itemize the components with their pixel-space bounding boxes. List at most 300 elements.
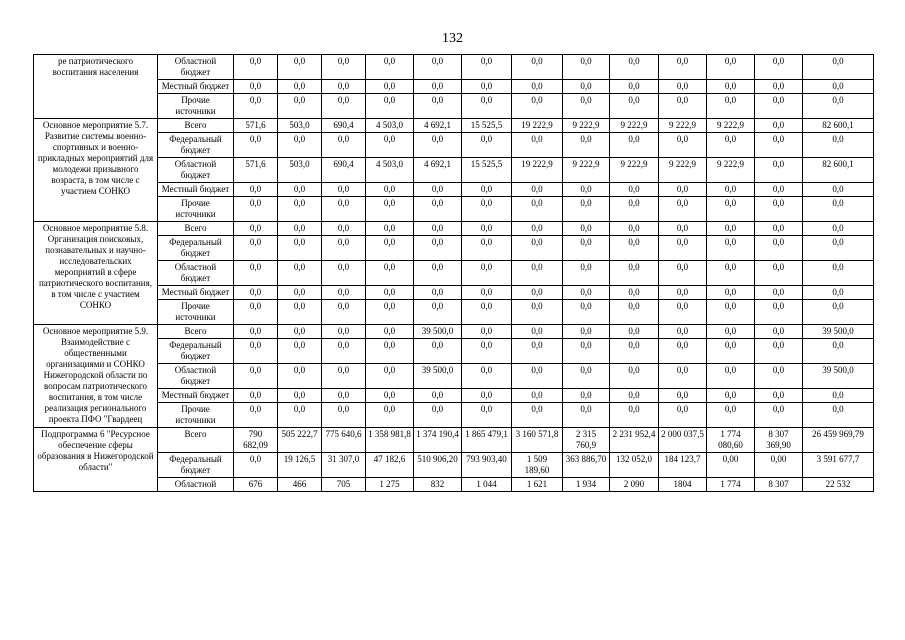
- funding-source: Федеральный бюджет: [158, 339, 234, 364]
- year-value: 0,0: [512, 389, 563, 403]
- year-value: 0,0: [234, 55, 278, 80]
- year-value: 0,0: [755, 286, 803, 300]
- total-value: 0,0: [803, 80, 874, 94]
- year-value: 510 906,20: [414, 453, 462, 478]
- year-value: 0,0: [462, 300, 512, 325]
- total-value: 3 591 677,7: [803, 453, 874, 478]
- year-value: 0,0: [278, 183, 322, 197]
- year-value: 0,0: [563, 80, 610, 94]
- year-value: 0,0: [462, 403, 512, 428]
- year-value: 0,0: [512, 261, 563, 286]
- year-value: 0,0: [610, 55, 659, 80]
- year-value: 0,0: [366, 364, 414, 389]
- year-value: 0,0: [512, 300, 563, 325]
- year-value: 0,0: [707, 222, 755, 236]
- year-value: 0,0: [278, 80, 322, 94]
- year-value: 0,0: [563, 55, 610, 80]
- year-value: 0,0: [278, 222, 322, 236]
- total-value: 0,0: [803, 236, 874, 261]
- year-value: 0,0: [659, 339, 707, 364]
- year-value: 47 182,6: [366, 453, 414, 478]
- table-row: [34, 236, 874, 261]
- year-value: 0,0: [707, 80, 755, 94]
- year-value: 0,0: [512, 55, 563, 80]
- year-value: 0,0: [462, 197, 512, 222]
- year-value: 0,0: [278, 364, 322, 389]
- year-value: 0,0: [563, 236, 610, 261]
- table-row: [34, 222, 874, 236]
- year-value: 0,0: [322, 389, 366, 403]
- table-row: [34, 158, 874, 183]
- year-value: 690,4: [322, 119, 366, 133]
- year-value: 0,0: [659, 325, 707, 339]
- year-value: 0,0: [278, 261, 322, 286]
- funding-source: Областной бюджет: [158, 261, 234, 286]
- year-value: 9 222,9: [610, 158, 659, 183]
- total-value: 0,0: [803, 222, 874, 236]
- year-value: 0,0: [659, 133, 707, 158]
- year-value: 0,0: [462, 55, 512, 80]
- year-value: 0,0: [234, 286, 278, 300]
- year-value: 0,0: [512, 133, 563, 158]
- year-value: 0,0: [322, 222, 366, 236]
- year-value: 0,0: [462, 133, 512, 158]
- year-value: 0,0: [322, 197, 366, 222]
- year-value: 1 374 190,4: [414, 428, 462, 453]
- table-row: [34, 403, 874, 428]
- year-value: 1 774 080,60: [707, 428, 755, 453]
- year-value: 0,0: [755, 94, 803, 119]
- year-value: 790 682,09: [234, 428, 278, 453]
- year-value: 0,0: [659, 300, 707, 325]
- year-value: 775 640,6: [322, 428, 366, 453]
- year-value: 0,0: [610, 183, 659, 197]
- year-value: 8 307: [755, 478, 803, 492]
- year-value: 0,0: [366, 339, 414, 364]
- year-value: 0,0: [366, 197, 414, 222]
- year-value: 793 903,40: [462, 453, 512, 478]
- year-value: 0,0: [234, 325, 278, 339]
- program-description: Основное мероприятие 5.9. Взаимодействие с общественными организациями и СОНКО Нижегородской области по вопросам патриотического воспитания, в том числе реализация регионального проекта ПФО "Гвардеец: [34, 325, 158, 428]
- year-value: 0,0: [707, 183, 755, 197]
- year-value: 1 934: [563, 478, 610, 492]
- year-value: 571,6: [234, 158, 278, 183]
- year-value: 0,0: [366, 133, 414, 158]
- year-value: 8 307 369,90: [755, 428, 803, 453]
- year-value: 0,0: [414, 261, 462, 286]
- year-value: 0,0: [366, 183, 414, 197]
- year-value: 0,0: [659, 261, 707, 286]
- year-value: 0,0: [707, 261, 755, 286]
- year-value: 0,0: [322, 339, 366, 364]
- year-value: 0,0: [707, 403, 755, 428]
- year-value: 0,0: [322, 325, 366, 339]
- year-value: 0,0: [366, 222, 414, 236]
- year-value: 0,0: [659, 183, 707, 197]
- year-value: 19 126,5: [278, 453, 322, 478]
- funding-source: Федеральный бюджет: [158, 453, 234, 478]
- year-value: 2 090: [610, 478, 659, 492]
- program-description: ре патриотического воспитания населения: [34, 55, 158, 119]
- funding-source: Местный бюджет: [158, 389, 234, 403]
- year-value: 0,0: [366, 300, 414, 325]
- total-value: 0,0: [803, 286, 874, 300]
- year-value: 0,0: [234, 133, 278, 158]
- year-value: 0,0: [366, 389, 414, 403]
- year-value: 0,0: [755, 133, 803, 158]
- total-value: 0,0: [803, 389, 874, 403]
- year-value: 0,0: [707, 236, 755, 261]
- year-value: 15 525,5: [462, 158, 512, 183]
- year-value: 4 692,1: [414, 119, 462, 133]
- table-row: [34, 300, 874, 325]
- year-value: 0,0: [366, 236, 414, 261]
- year-value: 0,0: [414, 183, 462, 197]
- table-row: [34, 428, 874, 453]
- year-value: 0,0: [755, 183, 803, 197]
- year-value: 0,0: [278, 236, 322, 261]
- year-value: 0,0: [278, 403, 322, 428]
- funding-source: Прочие источники: [158, 403, 234, 428]
- year-value: 0,0: [563, 261, 610, 286]
- funding-source: Местный бюджет: [158, 183, 234, 197]
- year-value: 0,0: [563, 286, 610, 300]
- year-value: 0,0: [234, 403, 278, 428]
- year-value: 0,0: [610, 80, 659, 94]
- year-value: 0,0: [462, 80, 512, 94]
- year-value: 0,0: [659, 364, 707, 389]
- total-value: 22 532: [803, 478, 874, 492]
- funding-source: Всего: [158, 325, 234, 339]
- year-value: 1804: [659, 478, 707, 492]
- funding-source: Местный бюджет: [158, 80, 234, 94]
- year-value: 0,0: [610, 133, 659, 158]
- year-value: 0,0: [755, 55, 803, 80]
- year-value: 0,0: [610, 197, 659, 222]
- year-value: 0,0: [278, 389, 322, 403]
- year-value: 0,0: [563, 300, 610, 325]
- year-value: 0,0: [512, 403, 563, 428]
- table-row: [34, 55, 874, 80]
- year-value: 0,0: [659, 94, 707, 119]
- year-value: 690,4: [322, 158, 366, 183]
- year-value: 0,0: [462, 389, 512, 403]
- year-value: 0,0: [610, 389, 659, 403]
- year-value: 9 222,9: [707, 119, 755, 133]
- year-value: 0,0: [366, 55, 414, 80]
- year-value: 0,0: [707, 364, 755, 389]
- year-value: 0,0: [366, 261, 414, 286]
- funding-source: Прочие источники: [158, 94, 234, 119]
- table-row: [34, 183, 874, 197]
- year-value: 0,0: [234, 197, 278, 222]
- table-row: [34, 286, 874, 300]
- year-value: 0,0: [610, 286, 659, 300]
- year-value: 0,0: [610, 300, 659, 325]
- total-value: 0,0: [803, 133, 874, 158]
- year-value: 0,0: [563, 364, 610, 389]
- total-value: 0,0: [803, 403, 874, 428]
- year-value: 0,0: [366, 80, 414, 94]
- table-row: [34, 325, 874, 339]
- year-value: 0,0: [278, 339, 322, 364]
- funding-source: Областной: [158, 478, 234, 492]
- year-value: 0,0: [659, 389, 707, 403]
- table-row: [34, 197, 874, 222]
- year-value: 0,0: [707, 325, 755, 339]
- year-value: 0,0: [322, 300, 366, 325]
- table-row: [34, 80, 874, 94]
- funding-source: Областной бюджет: [158, 55, 234, 80]
- year-value: 0,0: [322, 364, 366, 389]
- year-value: 1 774: [707, 478, 755, 492]
- year-value: 0,0: [659, 222, 707, 236]
- year-value: 0,0: [707, 339, 755, 364]
- year-value: 0,0: [414, 389, 462, 403]
- year-value: 39 500,0: [414, 364, 462, 389]
- year-value: 9 222,9: [563, 158, 610, 183]
- year-value: 0,0: [322, 236, 366, 261]
- year-value: 19 222,9: [512, 119, 563, 133]
- year-value: 0,0: [278, 197, 322, 222]
- year-value: 0,0: [755, 261, 803, 286]
- year-value: 132 052,0: [610, 453, 659, 478]
- funding-source: Всего: [158, 222, 234, 236]
- year-value: 0,0: [512, 364, 563, 389]
- year-value: 0,0: [707, 55, 755, 80]
- year-value: 0,0: [462, 325, 512, 339]
- year-value: 505 222,7: [278, 428, 322, 453]
- year-value: 0,0: [414, 403, 462, 428]
- total-value: 39 500,0: [803, 325, 874, 339]
- year-value: 0,0: [512, 183, 563, 197]
- year-value: 0,0: [659, 286, 707, 300]
- year-value: 0,0: [414, 222, 462, 236]
- program-description: Подпрограмма 6 "Ресурсное обеспечение сферы образования в Нижегородской области": [34, 428, 158, 492]
- table-row: [34, 453, 874, 478]
- year-value: 0,0: [610, 94, 659, 119]
- funding-source: Прочие источники: [158, 300, 234, 325]
- total-value: 0,0: [803, 94, 874, 119]
- year-value: 0,0: [512, 286, 563, 300]
- year-value: 0,0: [366, 286, 414, 300]
- year-value: 0,0: [610, 364, 659, 389]
- year-value: 0,0: [278, 286, 322, 300]
- year-value: 0,0: [234, 183, 278, 197]
- year-value: 1 865 479,1: [462, 428, 512, 453]
- year-value: 0,0: [610, 403, 659, 428]
- year-value: 0,0: [610, 339, 659, 364]
- year-value: 0,00: [755, 453, 803, 478]
- year-value: 4 692,1: [414, 158, 462, 183]
- program-description: Основное мероприятие 5.8. Организация поисковых, познавательных и научно-исследовательских мероприятий в сфере патриотического воспитания, в том числе с участием СОНКО: [34, 222, 158, 325]
- year-value: 0,0: [414, 55, 462, 80]
- year-value: 0,0: [563, 339, 610, 364]
- year-value: 0,0: [512, 94, 563, 119]
- year-value: 0,0: [755, 325, 803, 339]
- year-value: 0,0: [563, 325, 610, 339]
- year-value: 0,0: [234, 261, 278, 286]
- year-value: 0,0: [755, 364, 803, 389]
- year-value: 0,0: [563, 403, 610, 428]
- year-value: 9 222,9: [563, 119, 610, 133]
- year-value: 39 500,0: [414, 325, 462, 339]
- table-row: [34, 364, 874, 389]
- year-value: 0,0: [610, 261, 659, 286]
- year-value: 0,0: [707, 94, 755, 119]
- year-value: 4 503,0: [366, 158, 414, 183]
- year-value: 0,0: [610, 325, 659, 339]
- total-value: 0,0: [803, 183, 874, 197]
- year-value: 0,0: [414, 236, 462, 261]
- year-value: 0,0: [234, 453, 278, 478]
- year-value: 0,0: [755, 403, 803, 428]
- year-value: 0,0: [366, 94, 414, 119]
- year-value: 0,0: [563, 94, 610, 119]
- table-row: [34, 389, 874, 403]
- year-value: 0,0: [755, 389, 803, 403]
- year-value: 705: [322, 478, 366, 492]
- total-value: 82 600,1: [803, 158, 874, 183]
- year-value: 0,0: [707, 197, 755, 222]
- total-value: 0,0: [803, 339, 874, 364]
- table-row: [34, 119, 874, 133]
- year-value: 0,0: [234, 300, 278, 325]
- year-value: 0,0: [234, 222, 278, 236]
- year-value: 0,0: [414, 339, 462, 364]
- year-value: 2 315 760,9: [563, 428, 610, 453]
- year-value: 0,0: [659, 80, 707, 94]
- year-value: 0,0: [755, 300, 803, 325]
- year-value: 0,0: [278, 325, 322, 339]
- year-value: 0,0: [366, 403, 414, 428]
- year-value: 0,0: [234, 389, 278, 403]
- year-value: 0,0: [563, 183, 610, 197]
- funding-source: Областной бюджет: [158, 364, 234, 389]
- total-value: 0,0: [803, 300, 874, 325]
- year-value: 0,0: [462, 261, 512, 286]
- table-row: [34, 261, 874, 286]
- year-value: 3 160 571,8: [512, 428, 563, 453]
- table-row: [34, 94, 874, 119]
- program-description: Основное мероприятие 5.7. Развитие системы военно-спортивных и военно-прикладных мероприятий для молодежи призывного возраста, в том числе с участием СОНКО: [34, 119, 158, 222]
- year-value: 0,0: [234, 339, 278, 364]
- year-value: 0,0: [755, 222, 803, 236]
- year-value: 0,0: [234, 94, 278, 119]
- year-value: 0,0: [322, 261, 366, 286]
- funding-source: Федеральный бюджет: [158, 133, 234, 158]
- year-value: 0,0: [414, 197, 462, 222]
- year-value: 0,0: [755, 236, 803, 261]
- year-value: 0,0: [278, 55, 322, 80]
- table-row: [34, 478, 874, 492]
- year-value: 0,0: [659, 236, 707, 261]
- year-value: 0,0: [234, 236, 278, 261]
- year-value: 0,0: [414, 300, 462, 325]
- year-value: 0,0: [707, 389, 755, 403]
- year-value: 676: [234, 478, 278, 492]
- year-value: 571,6: [234, 119, 278, 133]
- year-value: 0,0: [462, 222, 512, 236]
- year-value: 0,0: [414, 133, 462, 158]
- year-value: 503,0: [278, 158, 322, 183]
- year-value: 1 275: [366, 478, 414, 492]
- year-value: 0,0: [707, 133, 755, 158]
- funding-source: Прочие источники: [158, 197, 234, 222]
- year-value: 0,0: [512, 197, 563, 222]
- total-value: 39 500,0: [803, 364, 874, 389]
- year-value: 0,0: [462, 94, 512, 119]
- year-value: 2 231 952,4: [610, 428, 659, 453]
- year-value: 0,0: [462, 236, 512, 261]
- year-value: 0,0: [755, 339, 803, 364]
- year-value: 0,0: [462, 339, 512, 364]
- year-value: 0,0: [512, 80, 563, 94]
- year-value: 184 123,7: [659, 453, 707, 478]
- year-value: 503,0: [278, 119, 322, 133]
- year-value: 0,0: [322, 80, 366, 94]
- table-row: [34, 339, 874, 364]
- year-value: 0,0: [563, 197, 610, 222]
- year-value: 466: [278, 478, 322, 492]
- year-value: 9 222,9: [659, 119, 707, 133]
- funding-source: Местный бюджет: [158, 286, 234, 300]
- year-value: 9 222,9: [707, 158, 755, 183]
- year-value: 0,0: [322, 55, 366, 80]
- year-value: 0,0: [234, 80, 278, 94]
- total-value: 82 600,1: [803, 119, 874, 133]
- year-value: 0,0: [610, 222, 659, 236]
- funding-source: Всего: [158, 428, 234, 453]
- year-value: 832: [414, 478, 462, 492]
- year-value: 0,0: [234, 364, 278, 389]
- year-value: 0,0: [462, 286, 512, 300]
- total-value: 0,0: [803, 55, 874, 80]
- year-value: 0,0: [512, 325, 563, 339]
- year-value: 0,0: [512, 222, 563, 236]
- year-value: 0,0: [563, 389, 610, 403]
- year-value: 0,0: [322, 133, 366, 158]
- year-value: 363 886,70: [563, 453, 610, 478]
- year-value: 0,0: [322, 403, 366, 428]
- page-number: 132: [442, 31, 463, 46]
- year-value: 0,00: [707, 453, 755, 478]
- year-value: 4 503,0: [366, 119, 414, 133]
- year-value: 0,0: [278, 94, 322, 119]
- year-value: 0,0: [755, 158, 803, 183]
- year-value: 0,0: [659, 403, 707, 428]
- year-value: 0,0: [563, 133, 610, 158]
- year-value: 0,0: [278, 133, 322, 158]
- funding-source: Всего: [158, 119, 234, 133]
- year-value: 0,0: [659, 55, 707, 80]
- year-value: 15 525,5: [462, 119, 512, 133]
- year-value: 0,0: [610, 236, 659, 261]
- year-value: 0,0: [462, 364, 512, 389]
- funding-source: Федеральный бюджет: [158, 236, 234, 261]
- year-value: 1 621: [512, 478, 563, 492]
- year-value: 1 358 981,8: [366, 428, 414, 453]
- year-value: 0,0: [707, 286, 755, 300]
- year-value: 0,0: [563, 222, 610, 236]
- table-row: [34, 133, 874, 158]
- year-value: 0,0: [414, 94, 462, 119]
- year-value: 0,0: [414, 286, 462, 300]
- year-value: 2 000 037,5: [659, 428, 707, 453]
- year-value: 1 509 189,60: [512, 453, 563, 478]
- total-value: 0,0: [803, 197, 874, 222]
- year-value: 0,0: [462, 183, 512, 197]
